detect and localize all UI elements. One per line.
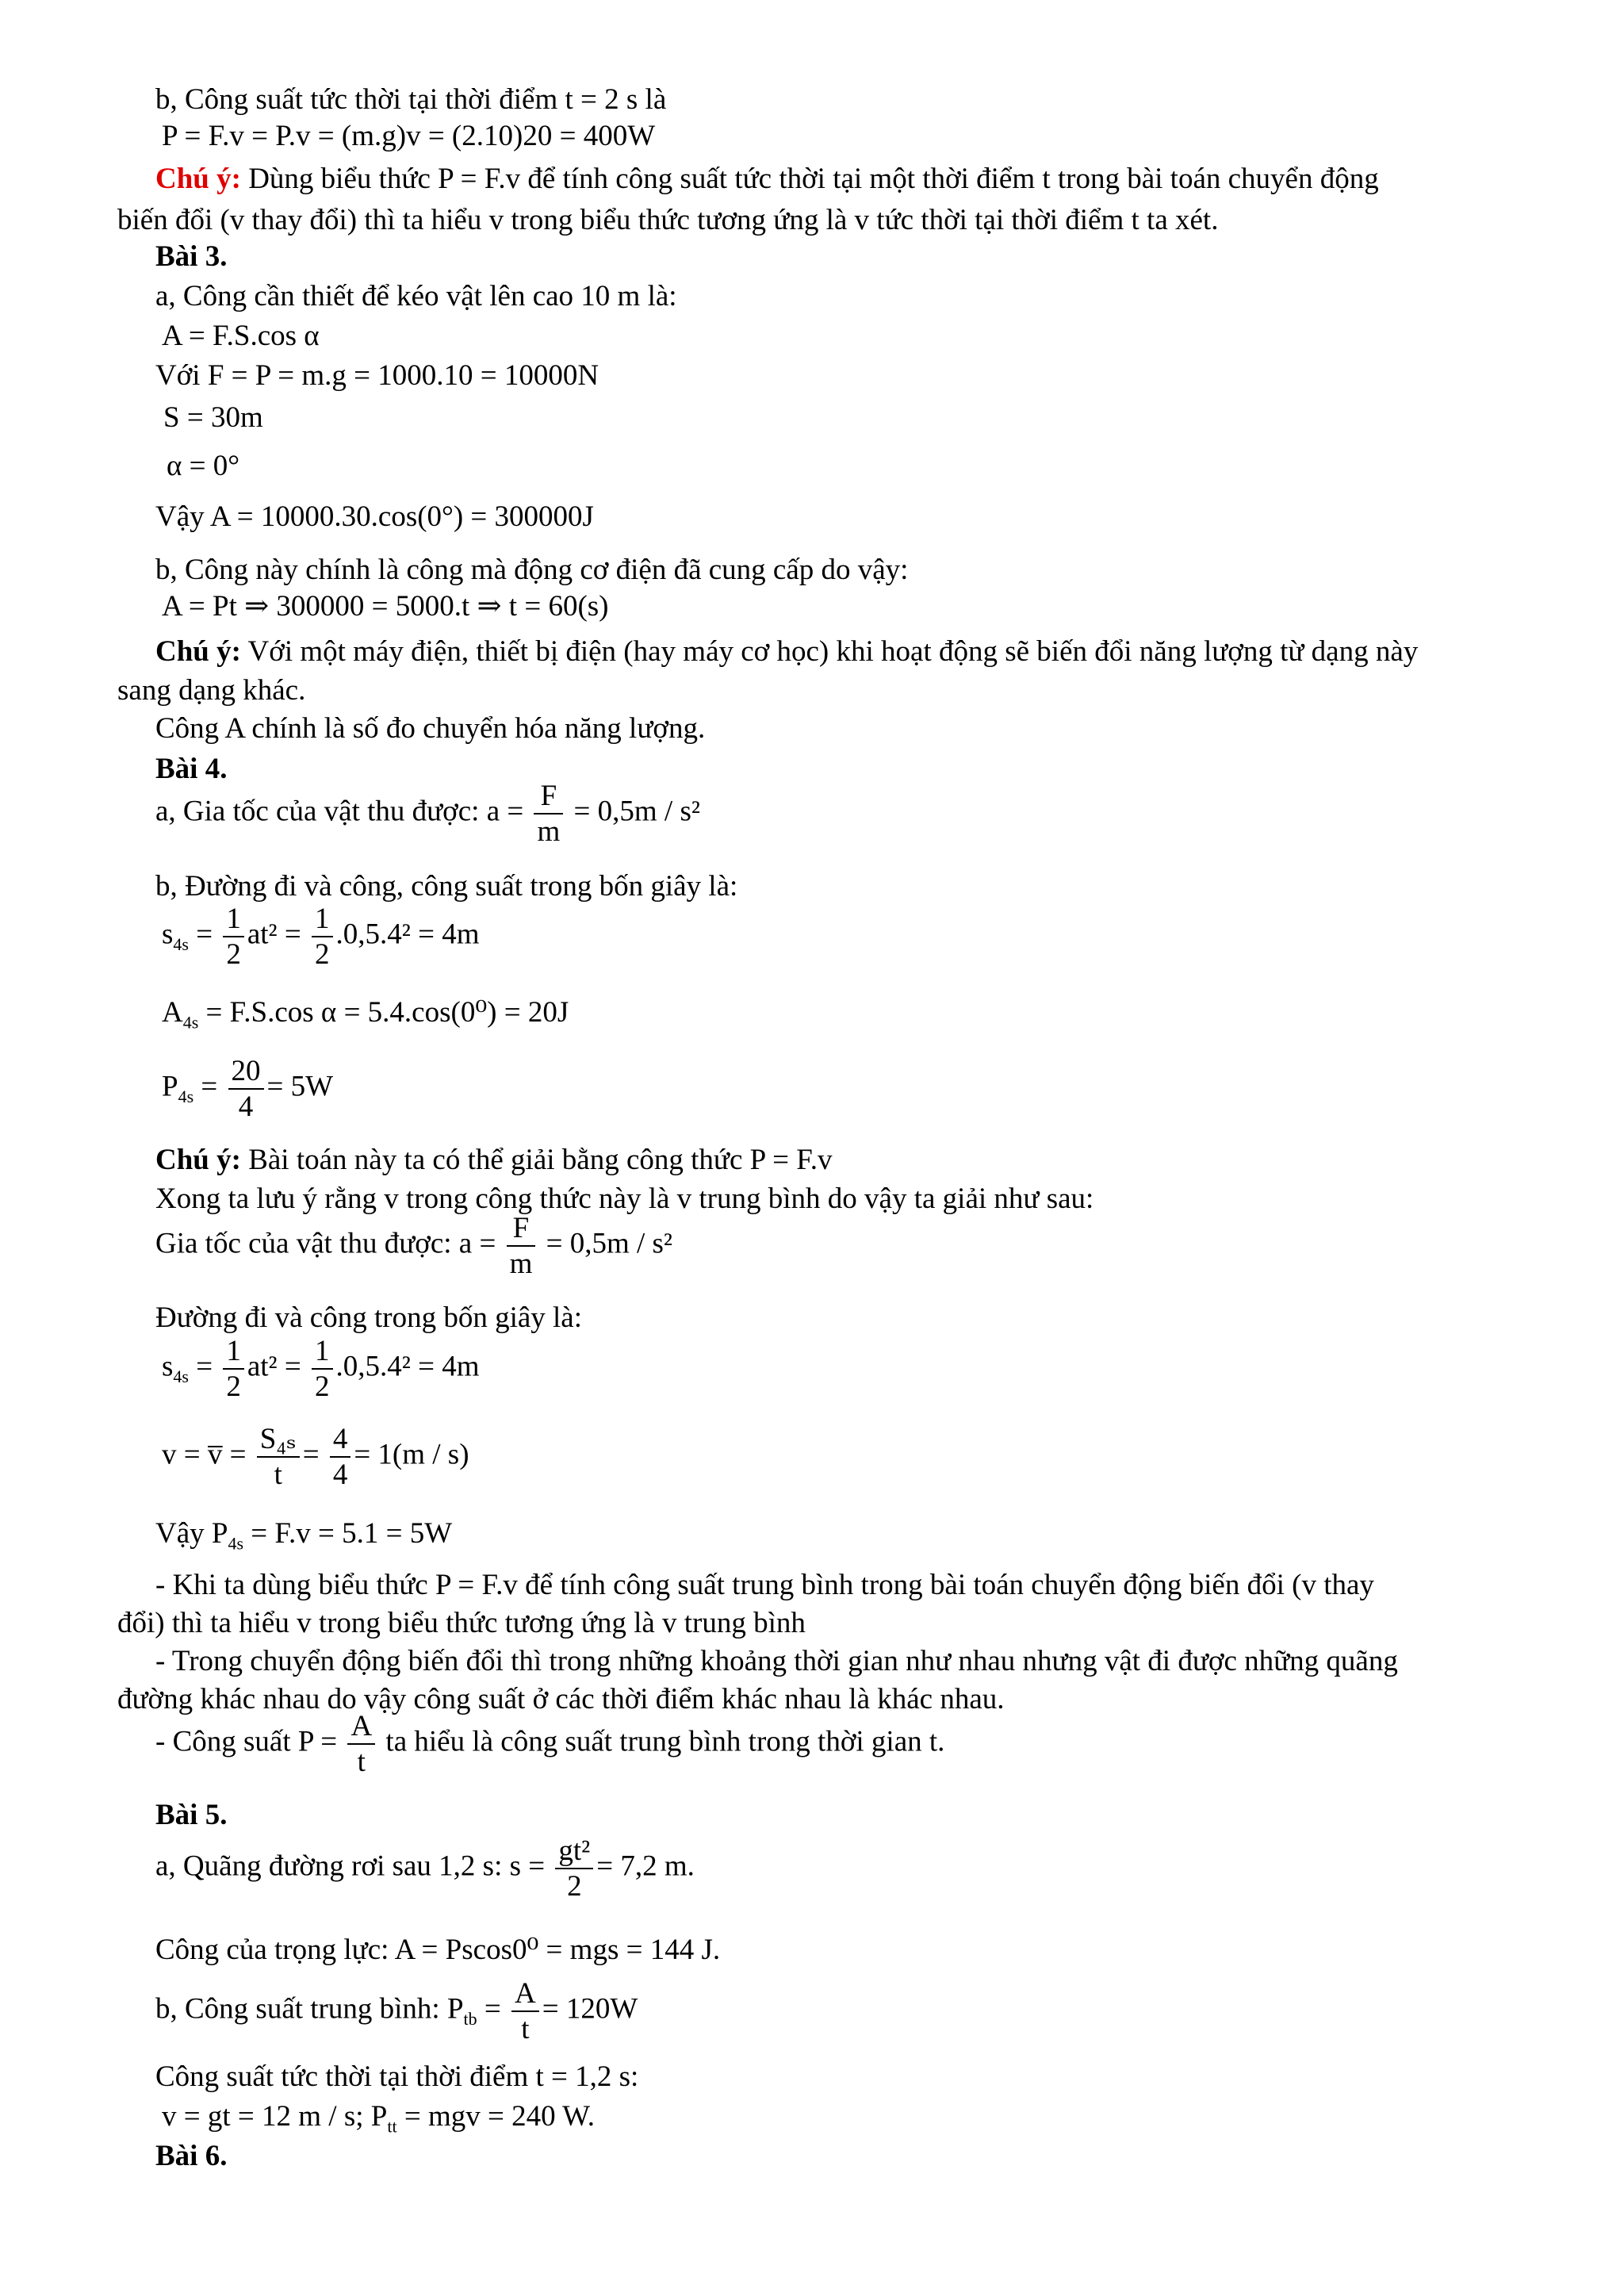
denominator: 4 xyxy=(332,1458,348,1491)
numerator: F xyxy=(534,781,563,815)
text: = xyxy=(188,918,213,951)
note-line xyxy=(155,164,1379,194)
text-line: biến đổi (v thay đổi) thì ta hiểu v trong biểu thức tương ứng là v tức thời tại thời điểm t ta xét. xyxy=(117,204,1219,236)
text: .0,5.4² = 4m xyxy=(335,1350,480,1383)
note-line xyxy=(155,637,1418,666)
symbol: s xyxy=(162,1350,174,1383)
text: = 120W xyxy=(542,1992,638,2026)
fraction xyxy=(555,1836,593,1901)
denominator: t xyxy=(521,2013,530,2045)
subscript: 4s xyxy=(173,1366,189,1386)
numerator: A xyxy=(347,1711,375,1745)
note-label: Chú ý: xyxy=(155,1144,241,1176)
section-heading: Bài 6. xyxy=(155,2140,228,2172)
equation-line xyxy=(162,1056,333,1121)
equation-line xyxy=(155,1711,944,1777)
equation: A = Pt ⇒ 300000 = 5000.t ⇒ t = 60(s) xyxy=(162,590,609,623)
symbol: A xyxy=(162,996,183,1029)
denominator: 2 xyxy=(315,938,330,971)
fraction xyxy=(347,1711,375,1777)
text-line: b, Đường đi và công, công suất trong bốn giây là: xyxy=(155,870,738,903)
equation-line xyxy=(162,2102,595,2135)
numerator: 1 xyxy=(223,1336,244,1370)
text-line: a, Công cần thiết để kéo vật lên cao 10 m là: xyxy=(155,280,677,312)
symbol: s xyxy=(162,918,174,951)
text: - Công suất P = xyxy=(155,1725,338,1758)
fraction xyxy=(507,1213,536,1278)
numerator: gt² xyxy=(555,1836,593,1869)
fraction xyxy=(223,904,244,969)
fraction xyxy=(312,1336,333,1401)
subscript: tb xyxy=(463,2008,477,2029)
text-line: b, Công này chính là công mà động cơ điện đã cung cấp do vậy: xyxy=(155,554,909,586)
fraction xyxy=(228,1056,264,1121)
text-line: Công suất tức thời tại thời điểm t = 1,2 s: xyxy=(155,2060,639,2093)
numerator: 1 xyxy=(223,904,244,937)
equation-line xyxy=(162,1336,480,1401)
fraction xyxy=(257,1424,300,1489)
text: at² = xyxy=(247,918,301,951)
text: at² = xyxy=(247,1350,301,1383)
text-line: Đường đi và công trong bốn giây là: xyxy=(155,1301,582,1334)
equation-line xyxy=(162,1424,469,1489)
fraction xyxy=(330,1424,351,1489)
text: Vậy P xyxy=(155,1517,228,1550)
text: = xyxy=(477,1992,501,2026)
text: = xyxy=(188,1350,213,1383)
numerator: F xyxy=(507,1213,536,1247)
equation: P = F.v = P.v = (m.g)v = (2.10)20 = 400W xyxy=(162,120,656,152)
subscript: 4s xyxy=(228,1533,244,1554)
note-text: Dùng biểu thức P = F.v để tính công suất tức thời tại một thời điểm t trong bài toán chuyển động xyxy=(240,163,1379,195)
equation-line xyxy=(155,1979,638,2044)
section-heading: Bài 4. xyxy=(155,753,228,785)
symbol: P xyxy=(162,1070,178,1103)
text: = xyxy=(193,1070,218,1103)
equation: Vậy A = 10000.30.cos(0°) = 300000J xyxy=(155,500,594,533)
equation: S = 30m xyxy=(163,401,263,434)
subscript: 4s xyxy=(173,933,189,954)
text: Gia tốc của vật thu được: a = xyxy=(155,1227,496,1260)
note-text: Bài toán này ta có thể giải bằng công thức P = F.v xyxy=(240,1144,833,1176)
section-heading: Bài 5. xyxy=(155,1799,228,1831)
note-line xyxy=(155,1145,833,1175)
note-label: Chú ý: xyxy=(155,163,241,195)
fraction xyxy=(534,781,563,846)
text-line: Công A chính là số đo chuyển hóa năng lượng. xyxy=(155,712,706,745)
subscript: tt xyxy=(387,2116,397,2137)
text: .0,5.4² = 4m xyxy=(335,918,480,951)
equation-line xyxy=(162,904,480,969)
text: v = gt = 12 m / s; P xyxy=(162,2100,388,2133)
text: = 7,2 m. xyxy=(596,1849,695,1883)
equation: α = 0° xyxy=(167,450,240,482)
text: = mgv = 240 W. xyxy=(396,2100,595,2133)
text: = xyxy=(302,1438,320,1471)
equation-line xyxy=(155,781,700,846)
numerator: 1 xyxy=(312,1336,333,1370)
text: = 0,5m / s² xyxy=(546,1227,673,1260)
fraction xyxy=(511,1979,539,2044)
denominator: m xyxy=(509,1248,533,1280)
subscript: 4s xyxy=(182,1012,199,1033)
denominator: m xyxy=(537,815,561,848)
equation-line xyxy=(155,1213,672,1278)
numerator: S₄ₛ xyxy=(257,1424,300,1458)
note-label: Chú ý: xyxy=(155,635,241,668)
equation-line xyxy=(155,1836,695,1901)
denominator: 2 xyxy=(567,1870,582,1903)
text-line: b, Công suất tức thời tại thời điểm t = 2 s là xyxy=(155,83,667,116)
equation-line xyxy=(162,998,569,1031)
text-line: sang dạng khác. xyxy=(117,674,306,707)
section-heading: Bài 3. xyxy=(155,240,228,273)
text: = 5W xyxy=(266,1070,334,1103)
text-line: Công của trọng lực: A = Pscos0⁰ = mgs = 144 J. xyxy=(155,1934,721,1966)
text: ta hiểu là công suất trung bình trong thời gian t. xyxy=(378,1725,945,1758)
numerator: 1 xyxy=(312,904,333,937)
note-text: Với một máy điện, thiết bị điện (hay máy cơ học) khi hoạt động sẽ biến đổi năng lượng từ dạng này xyxy=(240,635,1419,668)
text-line: - Trong chuyển động biến đổi thì trong những khoảng thời gian như nhau nhưng vật đi được những quãng xyxy=(155,1645,1398,1677)
denominator: t xyxy=(357,1746,366,1778)
text-line: đường khác nhau do vậy công suất ở các thời điểm khác nhau là khác nhau. xyxy=(117,1683,1005,1715)
text: a, Gia tốc của vật thu được: a = xyxy=(155,795,524,828)
equation-line xyxy=(155,1519,452,1552)
denominator: 2 xyxy=(315,1370,330,1403)
text-line: - Khi ta dùng biểu thức P = F.v để tính công suất trung bình trong bài toán chuyển động biến đổi (v thay xyxy=(155,1569,1374,1601)
text: = F.S.cos α = 5.4.cos(0⁰) = 20J xyxy=(198,996,569,1029)
fraction xyxy=(223,1336,244,1401)
text: = 1(m / s) xyxy=(354,1438,469,1471)
text: v = v̅ = xyxy=(162,1438,247,1471)
text-line: đổi) thì ta hiểu v trong biểu thức tương ứng là v trung bình xyxy=(117,1607,806,1639)
text-line: Xong ta lưu ý rằng v trong công thức này là v trung bình do vậy ta giải như sau: xyxy=(155,1182,1094,1215)
numerator: 20 xyxy=(228,1056,264,1090)
subscript: 4s xyxy=(178,1086,194,1106)
numerator: A xyxy=(511,1979,539,2012)
denominator: 2 xyxy=(226,938,241,971)
text: a, Quãng đường rơi sau 1,2 s: s = xyxy=(155,1849,546,1883)
denominator: 2 xyxy=(226,1370,241,1403)
text: b, Công suất trung bình: P xyxy=(155,1992,464,2026)
numerator: 4 xyxy=(330,1424,351,1458)
text: = F.v = 5.1 = 5W xyxy=(243,1517,453,1550)
equation: A = F.S.cos α xyxy=(162,320,320,352)
denominator: 4 xyxy=(238,1091,254,1123)
equation: Với F = P = m.g = 1000.10 = 10000N xyxy=(155,359,599,392)
denominator: t xyxy=(274,1458,282,1491)
fraction xyxy=(312,904,333,969)
text: = 0,5m / s² xyxy=(573,795,700,828)
